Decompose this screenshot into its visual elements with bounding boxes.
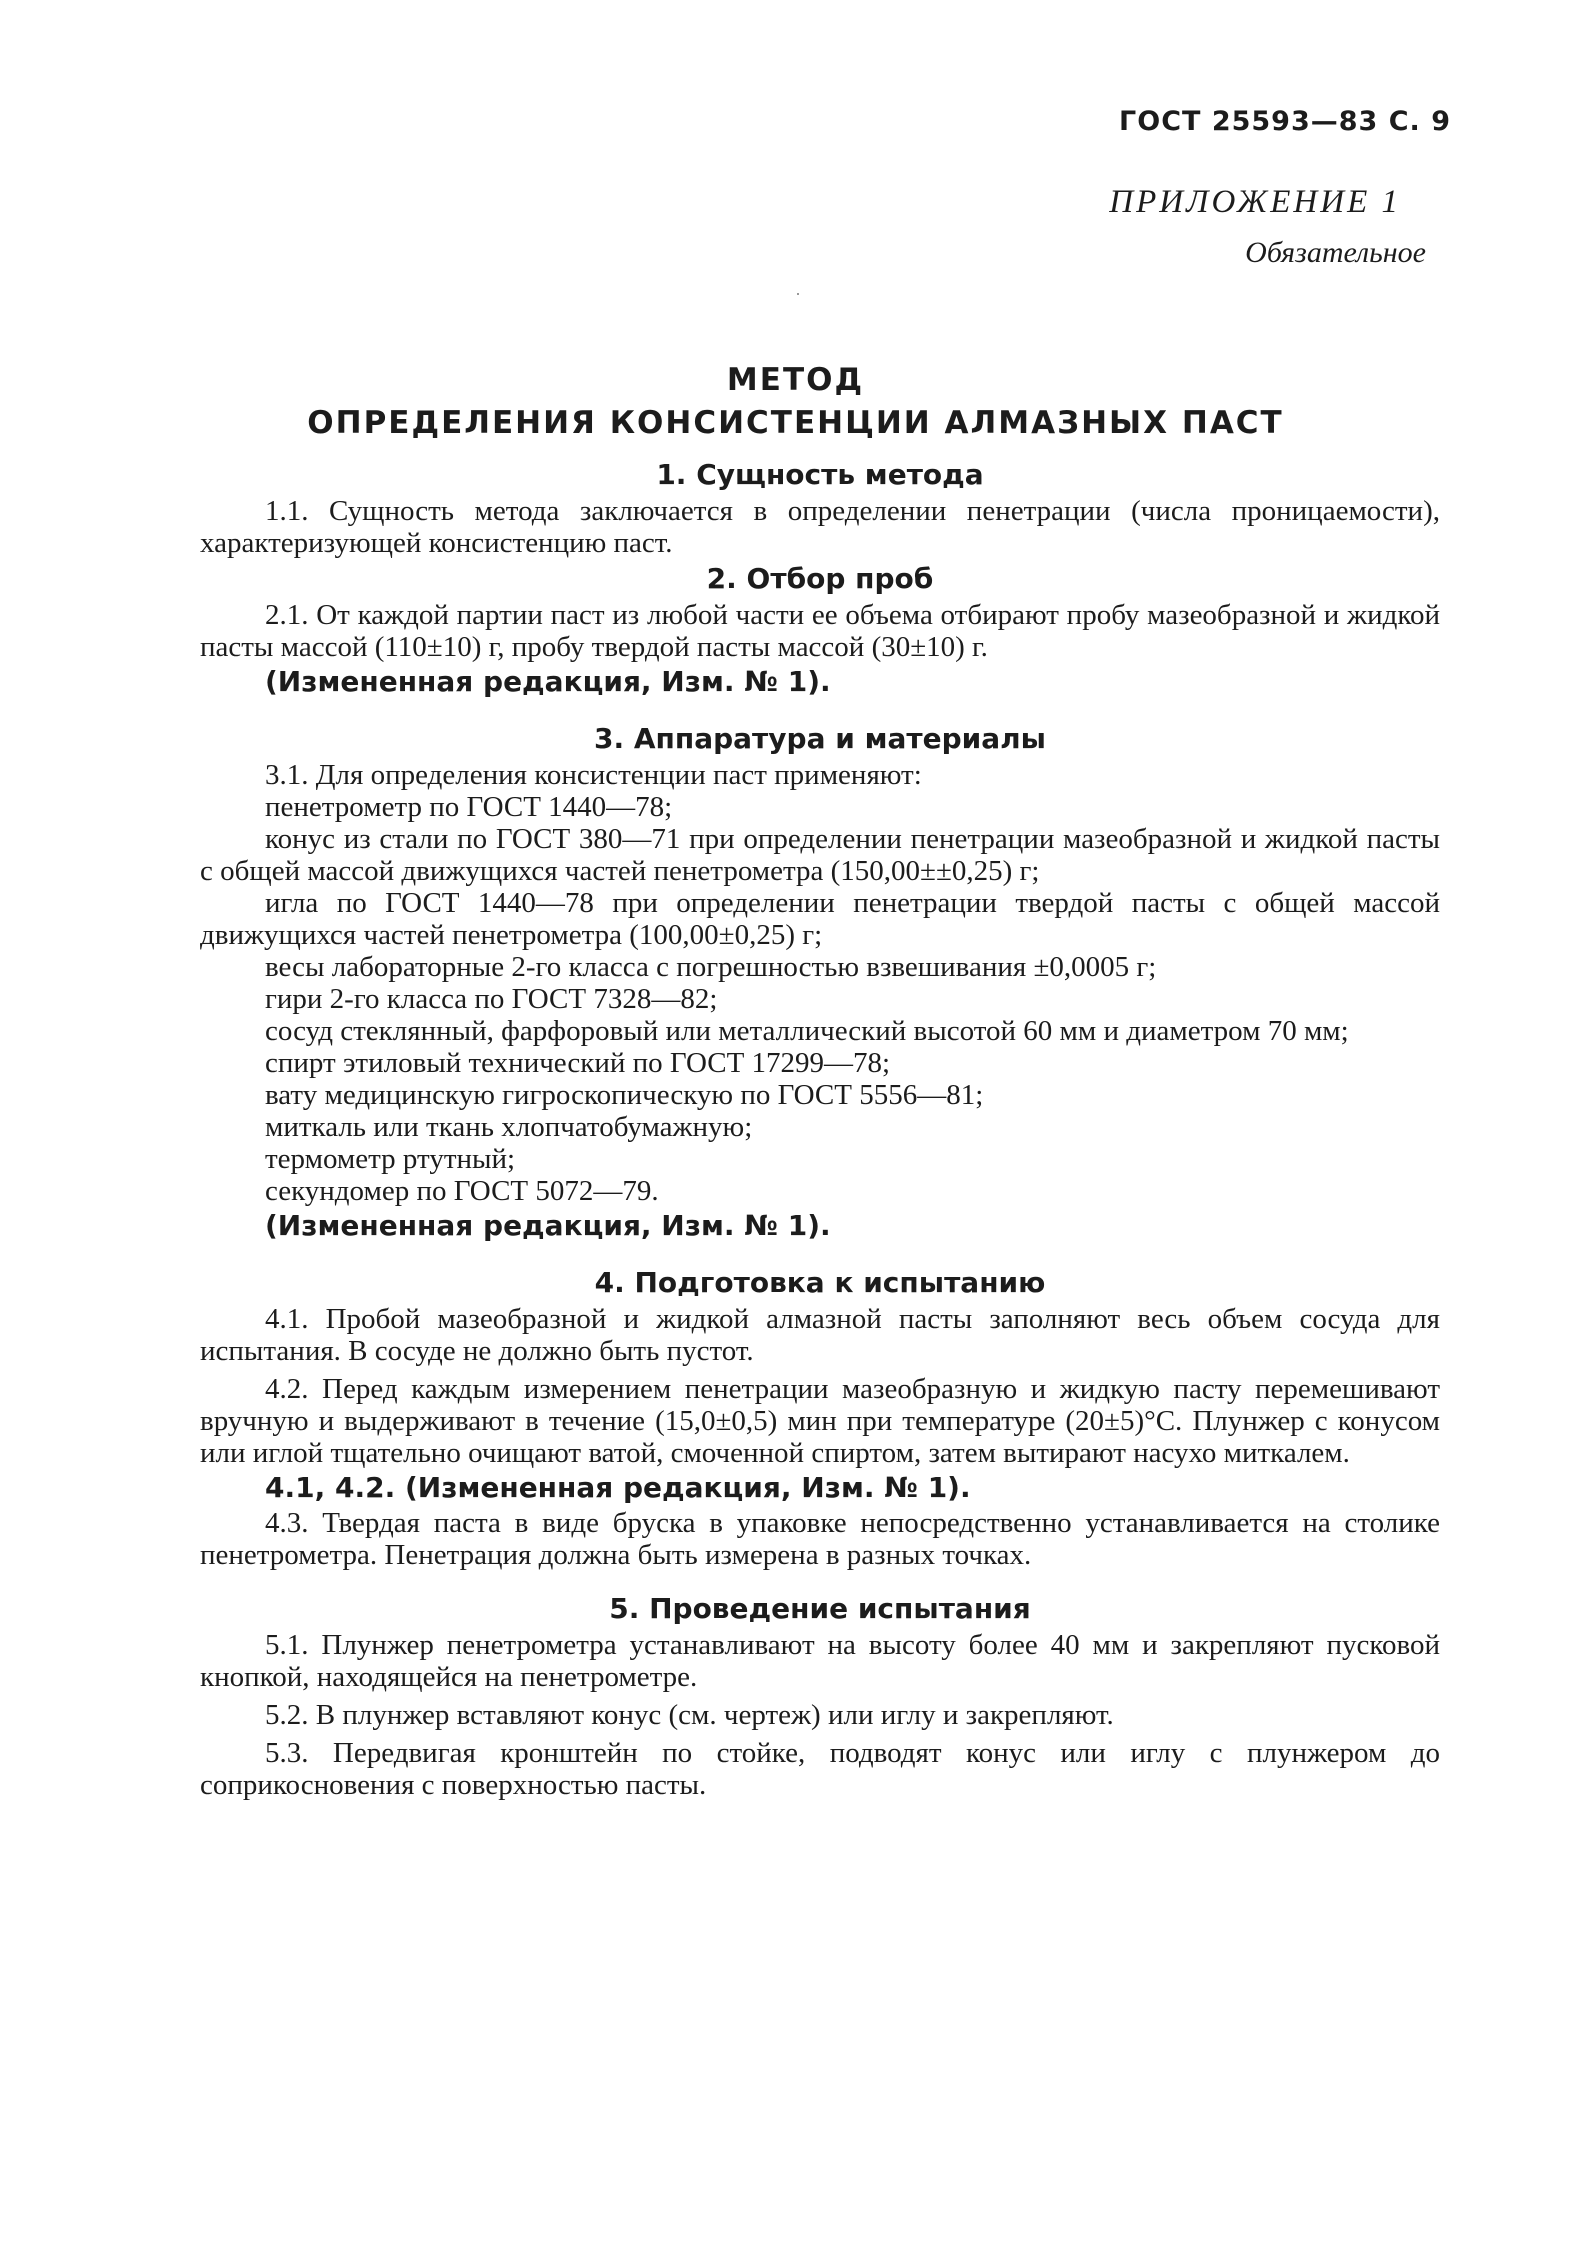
paragraph-4-2: 4.2. Перед каждым измерением пенетрации мазеобразную и жидкую пасту перемешивают вручную и выдерживают в течение (15,0±0,5) мин при температуре (20±5)°С. Плунжер с конусом или иглой тщательно очищают ватой, смоченной спиртом, затем вытирают насухо миткалем. <box>200 1373 1440 1469</box>
equipment-item: миткаль или ткань хлопчатобумажную; <box>265 1111 753 1143</box>
paragraph-4-1: 4.1. Пробой мазеобразной и жидкой алмазной пасты заполняют весь объем сосуда для испытания. В сосуде не должно быть пустот. <box>200 1303 1440 1367</box>
section-heading-3: 3. Аппаратура и материалы <box>594 722 1046 755</box>
appendix-title: ПРИЛОЖЕНИЕ 1 <box>1109 184 1401 220</box>
section-heading-1: 1. Сущность метода <box>656 458 984 491</box>
paragraph-1-1: 1.1. Сущность метода заключается в определении пенетрации (числа проницаемости), характеризующей консистенцию паст. <box>200 495 1440 559</box>
equipment-item: спирт этиловый технический по ГОСТ 17299—78; <box>265 1047 891 1079</box>
equipment-item: секундомер по ГОСТ 5072—79. <box>265 1175 659 1207</box>
equipment-item: вату медицинскую гигроскопическую по ГОСТ 5556—81; <box>265 1079 984 1111</box>
paragraph-4-3: 4.3. Твердая паста в виде бруска в упаковке непосредственно устанавливается на столике пенетрометра. Пенетрация должна быть измерена в разных точках. <box>200 1507 1440 1571</box>
equipment-item: игла по ГОСТ 1440—78 при определении пенетрации твердой пасты с общей массой движущихся частей пенетрометра (100,00±0,25) г; <box>200 887 1440 951</box>
document-body <box>200 455 1440 1801</box>
amendment-note-3: (Измененная редакция, Изм. № 1). <box>265 1209 831 1242</box>
equipment-item: пенетрометр по ГОСТ 1440—78; <box>265 791 673 823</box>
document-title-line-1: МЕТОД <box>726 362 865 398</box>
paragraph-5-1: 5.1. Плунжер пенетрометра устанавливают на высоту более 40 мм и закрепляют пусковой кнопкой, находящейся на пенетрометре. <box>200 1629 1440 1693</box>
equipment-item: термометр ртутный; <box>265 1143 516 1175</box>
appendix-status: Обязательное <box>1245 236 1426 269</box>
running-header: ГОСТ 25593—83 С. 9 <box>1119 106 1451 137</box>
equipment-item: конус из стали по ГОСТ 380—71 при определении пенетрации мазеобразной и жидкой пасты с общей массой движущихся частей пенетрометра (150,00±±0,25) г; <box>200 823 1440 887</box>
section-heading-4: 4. Подготовка к испытанию <box>594 1266 1046 1299</box>
paragraph-3-1: 3.1. Для определения консистенции паст применяют: <box>265 759 922 791</box>
paragraph-2-1: 2.1. От каждой партии паст из любой части ее объема отбирают пробу мазеобразной и жидкой пасты массой (110±10) г, пробу твердой пасты массой (30±10) г. <box>200 599 1440 663</box>
paragraph-5-3: 5.3. Передвигая кронштейн по стойке, подводят конус или иглу с плунжером до соприкосновения с поверхностью пасты. <box>200 1737 1440 1801</box>
section-heading-5: 5. Проведение испытания <box>609 1592 1031 1625</box>
equipment-item: сосуд стеклянный, фарфоровый или металлический высотой 60 мм и диаметром 70 мм; <box>265 1015 1349 1047</box>
section-heading-2: 2. Отбор проб <box>706 562 934 595</box>
equipment-item: весы лабораторные 2-го класса с погрешностью взвешивания ±0,0005 г; <box>265 951 1157 983</box>
amendment-note-4: 4.1, 4.2. (Измененная редакция, Изм. № 1). <box>265 1471 971 1504</box>
paragraph-5-2: 5.2. В плунжер вставляют конус (см. чертеж) или иглу и закрепляют. <box>265 1699 1114 1731</box>
amendment-note-2: (Измененная редакция, Изм. № 1). <box>265 665 831 698</box>
equipment-item: гири 2-го класса по ГОСТ 7328—82; <box>265 983 718 1015</box>
document-title-line-2: ОПРЕДЕЛЕНИЯ КОНСИСТЕНЦИИ АЛМАЗНЫХ ПАСТ <box>307 405 1284 441</box>
scan-speck <box>797 293 799 295</box>
